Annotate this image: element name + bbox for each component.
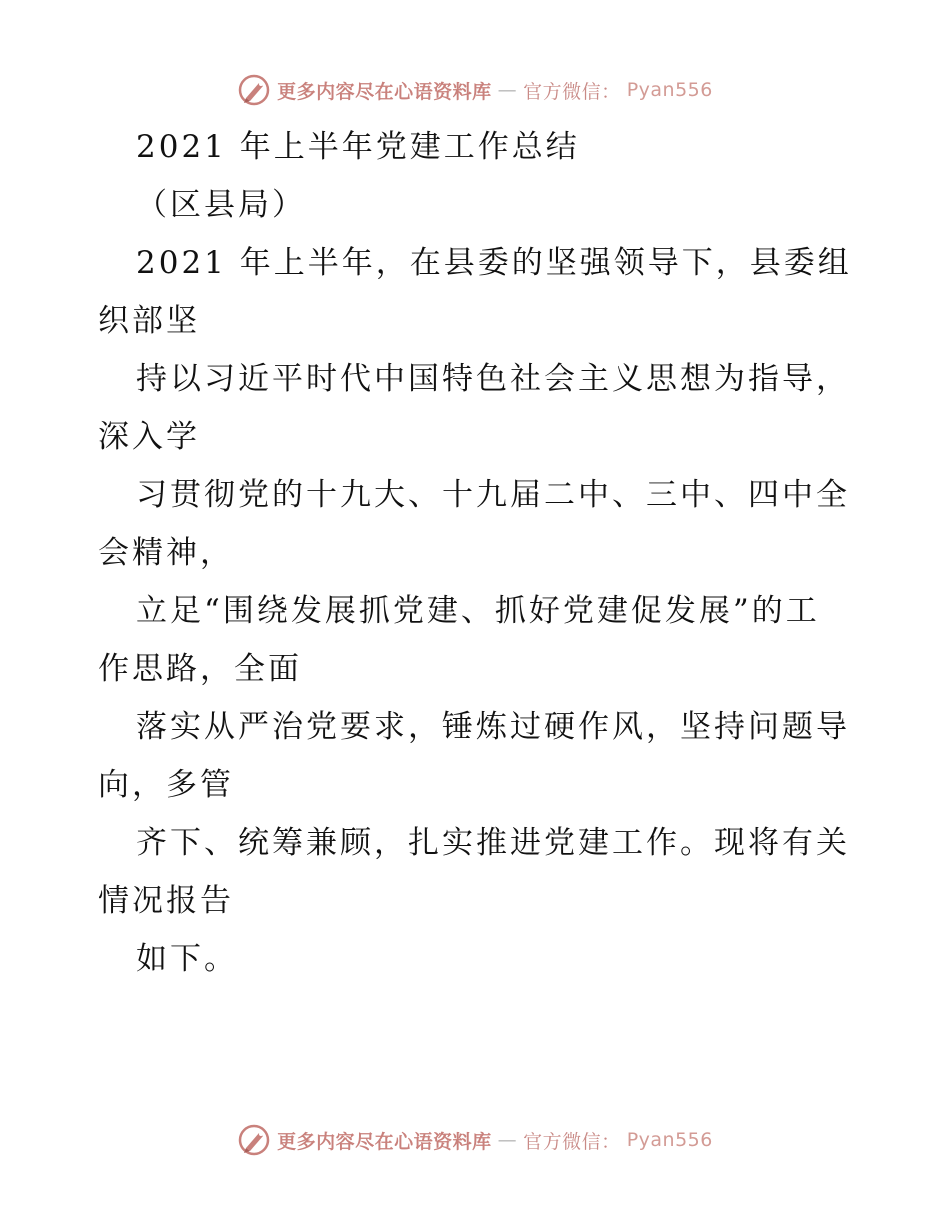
body-line: 习贯彻党的十九大、十九届二中、三中、四中全 <box>136 477 850 513</box>
body-line: 织部坚 <box>98 303 200 339</box>
footer-watermark <box>0 1120 950 1160</box>
header-watermark <box>0 70 950 110</box>
watermark-main-text: 更多内容尽在心语资料库 <box>277 80 492 103</box>
document-subtitle: （区县局） <box>136 187 306 223</box>
body-line: 向，多管 <box>98 767 234 803</box>
document-body <box>98 118 858 988</box>
pen-logo-icon <box>237 73 271 107</box>
document-title: 2021 年上半年党建工作总结 <box>136 129 580 165</box>
body-line: 齐下、统筹兼顾，扎实推进党建工作。现将有关 <box>136 825 850 861</box>
body-text <box>98 234 858 988</box>
watermark-main-text: 更多内容尽在心语资料库 <box>277 1130 492 1153</box>
body-line: 如下。 <box>136 941 238 977</box>
watermark-tail-text: 官方微信： <box>523 80 621 103</box>
watermark-id: Pyan556 <box>626 79 713 101</box>
body-line: 深入学 <box>98 419 200 455</box>
watermark-id: Pyan556 <box>626 1129 713 1151</box>
body-line: 作思路，全面 <box>98 651 302 687</box>
body-line: 持以习近平时代中国特色社会主义思想为指导， <box>136 361 850 397</box>
watermark-separator: — <box>497 1129 518 1151</box>
body-line: 2021 年上半年，在县委的坚强领导下，县委组 <box>136 245 852 281</box>
watermark-separator: — <box>497 79 518 101</box>
body-line: 立足“围绕发展抓党建、抓好党建促发展”的工 <box>136 593 820 629</box>
pen-logo-icon <box>237 1123 271 1157</box>
watermark-tail-text: 官方微信： <box>523 1130 621 1153</box>
body-line: 会精神， <box>98 535 234 571</box>
body-line: 落实从严治党要求，锤炼过硬作风，坚持问题导 <box>136 709 850 745</box>
body-line: 情况报告 <box>98 883 234 919</box>
